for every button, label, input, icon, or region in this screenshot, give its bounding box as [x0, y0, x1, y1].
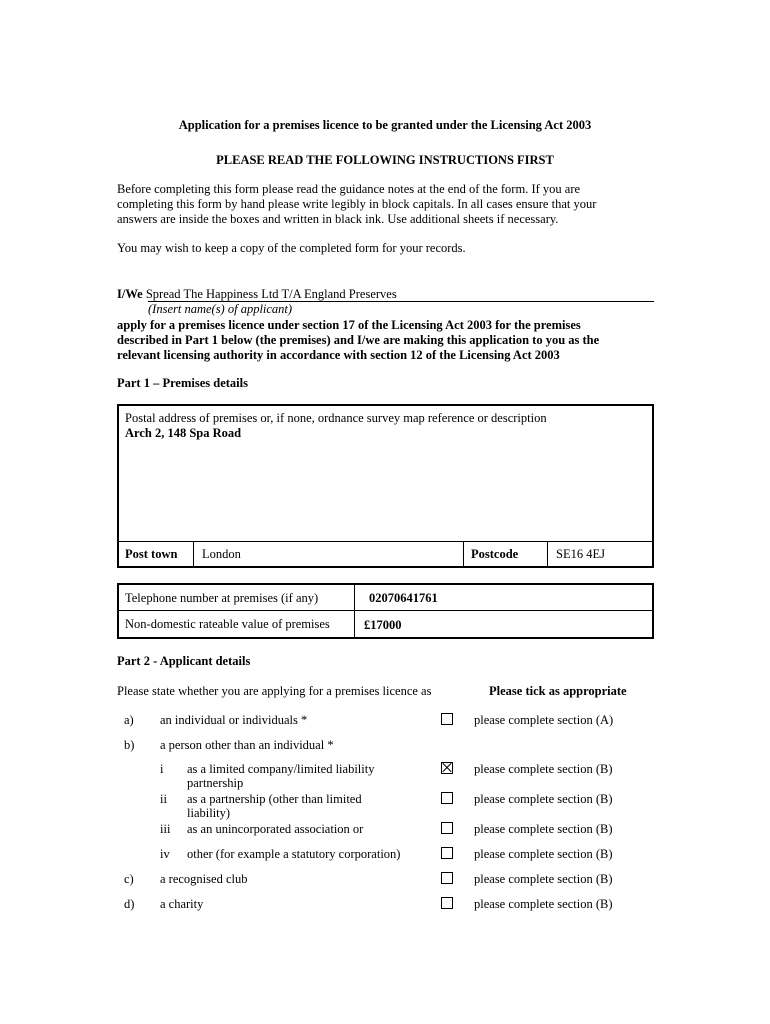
- checkbox-other[interactable]: [441, 847, 453, 859]
- option-label: a charity: [160, 897, 204, 911]
- tick-header: Please tick as appropriate: [489, 684, 627, 698]
- option-action: please complete section (B): [474, 792, 613, 806]
- applicant-name-field[interactable]: Spread The Happiness Ltd T/A England Preserves: [145, 287, 397, 301]
- option-label-line: as a limited company/limited liability: [187, 762, 375, 776]
- intro-line-3: answers are inside the boxes and written in black ink. Use additional sheets if necessary.: [117, 212, 559, 226]
- option-label: [187, 762, 374, 790]
- option-label: other (for example a statutory corporation): [187, 847, 401, 861]
- option-action: please complete section (B): [474, 847, 613, 861]
- telephone-divider: [118, 610, 653, 611]
- address-field[interactable]: Arch 2, 148 Spa Road: [125, 426, 242, 440]
- checkbox-individual[interactable]: [441, 713, 453, 725]
- intro-line-1: Before completing this form please read the guidance notes at the end of the form. If you are: [117, 182, 581, 196]
- option-letter: c): [124, 872, 134, 886]
- intro-paragraph: [117, 182, 657, 227]
- post-town-divider: [193, 541, 194, 566]
- form-title: Application for a premises licence to be granted under the Licensing Act 2003: [178, 118, 592, 132]
- checkbox-unincorporated-association[interactable]: [441, 822, 453, 834]
- checkbox-partnership[interactable]: [441, 792, 453, 804]
- postcode-label: Postcode: [471, 547, 519, 561]
- value-column-divider: [354, 584, 355, 637]
- part1-heading: Part 1 – Premises details: [117, 376, 248, 390]
- post-town-label: Post town: [125, 547, 178, 561]
- statement-line-2: described in Part 1 below (the premises) and I/we are making this application to you as the: [117, 333, 600, 347]
- part2-heading: Part 2 - Applicant details: [117, 654, 251, 668]
- option-action: please complete section (B): [474, 872, 613, 886]
- checkbox-limited-company[interactable]: [441, 762, 453, 774]
- option-action: please complete section (B): [474, 762, 613, 776]
- postcode-divider-left: [463, 541, 464, 566]
- address-divider: [118, 541, 653, 542]
- instructions-heading: PLEASE READ THE FOLLOWING INSTRUCTIONS FIRST: [216, 153, 554, 167]
- telephone-field[interactable]: 02070641761: [369, 591, 438, 605]
- option-label-line: partnership: [187, 776, 244, 790]
- statement-line-3: relevant licensing authority in accordance with section 12 of the Licensing Act 2003: [117, 348, 560, 362]
- option-action: please complete section (B): [474, 897, 613, 911]
- checkbox-charity[interactable]: [441, 897, 453, 909]
- option-label: an individual or individuals *: [160, 713, 308, 727]
- address-label: Postal address of premises or, if none, ordnance survey map reference or description: [125, 411, 547, 425]
- rateable-value-field[interactable]: £17000: [364, 618, 402, 632]
- postcode-field[interactable]: SE16 4EJ: [556, 547, 605, 561]
- applicant-name-hint: (Insert name(s) of applicant): [148, 302, 293, 316]
- intro-line-2: completing this form by hand please write legibly in block capitals. In all cases ensure that your: [117, 197, 597, 211]
- option-letter: i: [160, 762, 164, 776]
- option-letter: d): [124, 897, 135, 911]
- option-letter: b): [124, 738, 135, 752]
- option-label: [187, 792, 362, 820]
- postcode-divider-right: [547, 541, 548, 566]
- option-letter: ii: [160, 792, 167, 806]
- applicant-name-row: [117, 287, 657, 302]
- checkbox-recognised-club[interactable]: [441, 872, 453, 884]
- option-label-line: liability): [187, 806, 231, 820]
- post-town-field[interactable]: London: [202, 547, 241, 561]
- rateable-value-label: Non-domestic rateable value of premises: [125, 617, 330, 631]
- option-action: please complete section (B): [474, 822, 613, 836]
- option-letter: a): [124, 713, 134, 727]
- iwe-prefix: I/We: [117, 287, 143, 301]
- telephone-label: Telephone number at premises (if any): [125, 591, 319, 605]
- copy-note: You may wish to keep a copy of the completed form for your records.: [117, 241, 466, 255]
- option-label: a person other than an individual *: [160, 738, 334, 752]
- statement-line-1: apply for a premises licence under section 17 of the Licensing Act 2003 for the premises: [117, 318, 581, 332]
- applicant-statement: [117, 318, 657, 363]
- option-label: as an unincorporated association or: [187, 822, 364, 836]
- option-label-line: as a partnership (other than limited: [187, 792, 362, 806]
- applicant-type-question: Please state whether you are applying for a premises licence as: [117, 684, 432, 698]
- option-letter: iv: [160, 847, 170, 861]
- option-action: please complete section (A): [474, 713, 614, 727]
- option-letter: iii: [160, 822, 171, 836]
- option-label: a recognised club: [160, 872, 248, 886]
